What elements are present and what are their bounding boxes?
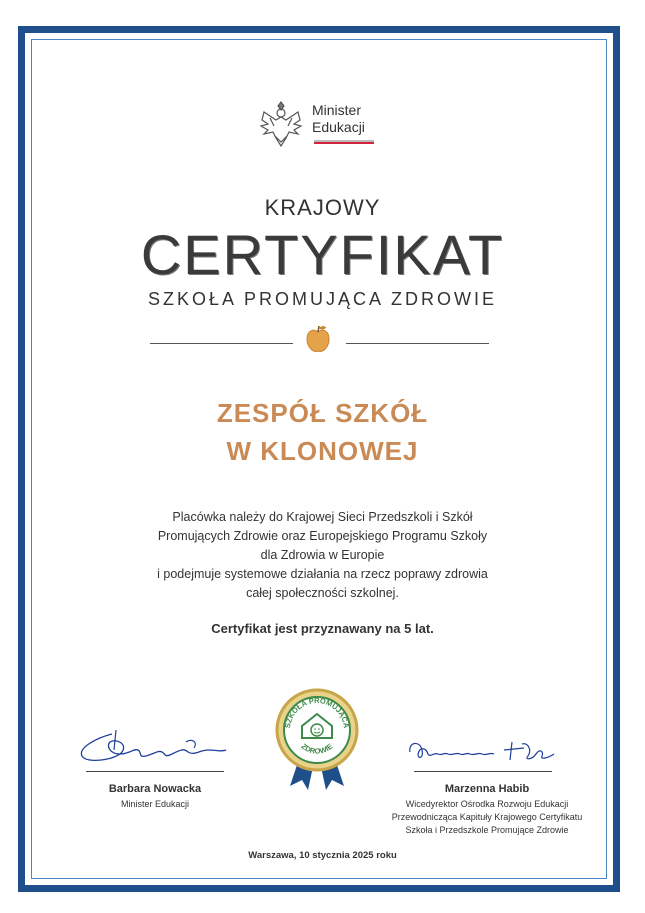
certificate-subtitle: SZKOŁA PROMUJĄCA ZDROWIE xyxy=(147,289,498,309)
description-line: Placówka należy do Krajowej Sieci Przedszkoli i Szkół xyxy=(172,510,473,524)
role-line: Szkoła i Przedszkole Promujące Zdrowie xyxy=(405,825,569,835)
description-line: Promujących Zdrowie oraz Europejskiego Programu Szkoły xyxy=(157,529,488,543)
role-line: Wicedyrektor Ośrodka Rozwoju Edukacji xyxy=(405,799,569,809)
certificate-description xyxy=(0,508,645,603)
place-and-date: Warszawa, 10 stycznia 2025 roku xyxy=(248,850,397,861)
flag-stripe xyxy=(314,140,374,144)
signature-habib xyxy=(404,730,564,770)
seal-text-top: SZKOŁA PROMUJĄCA xyxy=(283,695,352,729)
apple-icon xyxy=(305,324,331,354)
ministry-logo xyxy=(258,96,388,154)
role-line: Minister Edukacji xyxy=(120,799,190,809)
signature-nowacka xyxy=(76,720,236,770)
seal-text-bottom: ZDROWIE xyxy=(299,741,335,756)
signatory-name: Marzenna Habib xyxy=(444,783,530,795)
validity-note: Certyfikat jest przyznawany na 5 lat. xyxy=(211,621,434,636)
signature-line-right xyxy=(414,771,552,772)
signature-line-left xyxy=(86,771,224,772)
eagle-emblem-icon xyxy=(258,96,304,150)
signatory-role xyxy=(380,798,594,837)
ministry-line2: Edukacji xyxy=(312,119,365,135)
description-line: i podejmuje systemowe działania na rzecz poprawy zdrowia xyxy=(157,567,488,581)
description-line: całej społeczności szkolnej. xyxy=(246,586,399,600)
ministry-line1: Minister xyxy=(312,102,362,118)
role-line: Przewodnicząca Kapituły Krajowego Certyfikatu xyxy=(391,812,583,822)
certificate-kicker: KRAJOWY xyxy=(264,195,381,220)
signatory-name: Barbara Nowacka xyxy=(108,783,202,795)
ministry-name xyxy=(312,102,365,136)
recipient-line1: ZESPÓŁ SZKÓŁ xyxy=(216,398,429,428)
divider-right xyxy=(346,343,489,344)
recipient-line2: W KLONOWEJ xyxy=(226,436,419,466)
health-school-seal-icon xyxy=(270,686,364,790)
certificate-title: CERTYFIKAT xyxy=(140,223,505,286)
description-line: dla Zdrowia w Europie xyxy=(260,548,385,562)
divider-left xyxy=(150,343,293,344)
signatory-role xyxy=(60,798,250,811)
